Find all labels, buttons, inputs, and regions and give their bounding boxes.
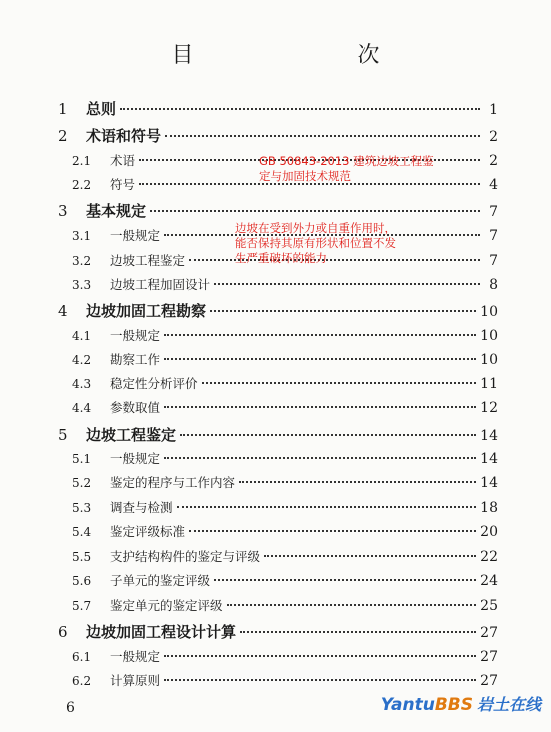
dot-leader xyxy=(210,310,476,312)
toc-entry xyxy=(56,522,498,540)
toc-entry-label: 基本规定 xyxy=(86,202,147,220)
toc-entry-page: 4 xyxy=(489,177,498,193)
dot-leader xyxy=(240,631,476,633)
toc-entry-label: 一般规定 xyxy=(110,451,161,466)
toc-entry xyxy=(56,621,498,642)
toc-entry-label: 一般规定 xyxy=(110,649,161,664)
toc-entry xyxy=(56,647,498,665)
annotation-note: GB 50843-2013 建筑边坡工程鉴定与加固技术规范 xyxy=(259,154,434,183)
dot-leader xyxy=(164,655,476,657)
toc-entry-number: 2 xyxy=(58,127,68,145)
toc-entry-page: 10 xyxy=(480,352,498,368)
toc-entry-label: 鉴定评级标准 xyxy=(110,524,186,539)
toc-entry-label: 边坡加固工程勘察 xyxy=(86,302,207,320)
toc-entry-label: 勘察工作 xyxy=(110,352,161,367)
toc-entry-label: 边坡工程鉴定 xyxy=(110,253,186,268)
toc-entry xyxy=(56,98,498,119)
toc-entry-label: 支护结构构件的鉴定与评级 xyxy=(110,549,261,564)
toc-entry-number: 4 xyxy=(58,302,68,320)
toc-entry-label: 边坡加固工程设计计算 xyxy=(86,623,237,641)
toc-entry xyxy=(56,374,498,392)
toc-entry xyxy=(56,547,498,565)
toc-entry-label: 边坡工程鉴定 xyxy=(86,426,177,444)
toc-entry-page: 7 xyxy=(489,253,498,269)
toc-entry xyxy=(56,350,498,368)
toc-entry-label: 边坡工程加固设计 xyxy=(110,277,211,292)
toc-entry-page: 7 xyxy=(489,204,498,220)
toc-entry-label: 鉴定的程序与工作内容 xyxy=(110,475,236,490)
toc-entry-label: 稳定性分析评价 xyxy=(110,376,198,391)
toc-entry-page: 2 xyxy=(489,129,498,145)
toc-entry-number: 5 xyxy=(58,426,68,444)
toc-entry-number: 3 xyxy=(58,202,68,220)
toc-entry-page: 18 xyxy=(480,500,498,516)
dot-leader xyxy=(227,604,477,606)
toc-entry-number: 2.2 xyxy=(72,178,92,192)
toc-entry-number: 3.1 xyxy=(72,229,92,243)
toc-entry-label: 一般规定 xyxy=(110,228,161,243)
toc-entry-page: 25 xyxy=(480,598,498,614)
toc-entry xyxy=(56,398,498,416)
dot-leader xyxy=(202,382,477,384)
toc-entry-number: 4.4 xyxy=(72,401,92,415)
toc-entry-page: 10 xyxy=(480,304,498,320)
toc-entry xyxy=(56,326,498,344)
toc-entry xyxy=(56,671,498,689)
toc-entry-number: 4.1 xyxy=(72,329,92,343)
toc-entry xyxy=(56,275,498,293)
toc-entry xyxy=(56,473,498,491)
toc-entry-page: 14 xyxy=(480,451,498,467)
toc-entry-number: 5.4 xyxy=(72,525,92,539)
watermark-logo xyxy=(381,692,541,715)
toc-entry-label: 总则 xyxy=(86,100,117,118)
toc-entry-page: 8 xyxy=(489,277,498,293)
toc-entry xyxy=(56,125,498,146)
toc-entry-page: 10 xyxy=(480,328,498,344)
dot-leader xyxy=(164,679,476,681)
dot-leader xyxy=(165,135,480,137)
toc-entry-page: 22 xyxy=(480,549,498,565)
dot-leader xyxy=(264,555,476,557)
toc-entry xyxy=(56,300,498,321)
toc-entry-number: 4.3 xyxy=(72,377,92,391)
toc-entry xyxy=(56,571,498,589)
toc-entry xyxy=(56,200,498,221)
dot-leader xyxy=(177,506,477,508)
toc-entry-page: 1 xyxy=(489,102,498,118)
toc-entry-label: 子单元的鉴定评级 xyxy=(110,573,211,588)
toc-entry-page: 27 xyxy=(480,673,498,689)
toc-entry-number: 3.3 xyxy=(72,278,92,292)
toc-entry-label: 一般规定 xyxy=(110,328,161,343)
toc-entry-number: 5.5 xyxy=(72,550,92,564)
toc-entry-number: 5.2 xyxy=(72,476,92,490)
dot-leader xyxy=(164,457,476,459)
toc-entry-number: 4.2 xyxy=(72,353,92,367)
toc-entry-number: 6.2 xyxy=(72,674,92,688)
dot-leader xyxy=(120,108,480,110)
toc-entry xyxy=(56,596,498,614)
toc-entry-number: 6 xyxy=(58,623,68,641)
dot-leader xyxy=(214,283,480,285)
page-title: 目 次 xyxy=(171,43,420,68)
toc-entry-label: 计算原则 xyxy=(110,673,161,688)
toc-entry-page: 2 xyxy=(489,153,498,169)
toc-entry-page: 27 xyxy=(480,649,498,665)
toc-entry-page: 20 xyxy=(480,524,498,540)
dot-leader xyxy=(164,334,476,336)
page-number: 6 xyxy=(66,700,75,716)
dot-leader xyxy=(150,210,480,212)
toc-entry-page: 24 xyxy=(480,573,498,589)
dot-leader xyxy=(180,434,476,436)
toc-entry-page: 14 xyxy=(480,475,498,491)
toc-entry-label: 鉴定单元的鉴定评级 xyxy=(110,598,223,613)
toc-entry-number: 3.2 xyxy=(72,254,92,268)
toc-entry-number: 6.1 xyxy=(72,650,92,664)
dot-leader xyxy=(164,358,476,360)
toc-entry xyxy=(56,424,498,445)
toc-entry-page: 11 xyxy=(480,376,498,392)
toc-entry-page: 7 xyxy=(489,228,498,244)
annotation-note: 边坡在受到外力或自重作用时，能否保持其原有形状和位置不发生严重破坏的能力 xyxy=(235,221,396,265)
toc-entry-number: 2.1 xyxy=(72,154,92,168)
toc-entry-label: 术语和符号 xyxy=(86,127,162,145)
dot-leader xyxy=(214,579,476,581)
toc-entry-page: 27 xyxy=(480,625,498,641)
dot-leader xyxy=(239,481,476,483)
toc-entry-number: 5.7 xyxy=(72,599,92,613)
watermark-en: YantuBBS xyxy=(380,695,473,715)
dot-leader xyxy=(164,406,476,408)
toc-entry-label: 参数取值 xyxy=(110,400,161,415)
toc-entry-number: 5.6 xyxy=(72,574,92,588)
toc-entry-label: 术语 xyxy=(110,153,136,168)
toc-entry xyxy=(56,449,498,467)
dot-leader xyxy=(189,530,476,532)
watermark-cn: 岩土在线 xyxy=(476,695,541,714)
toc-entry-number: 1 xyxy=(58,100,68,118)
toc-entry-label: 符号 xyxy=(110,177,136,192)
toc-entry xyxy=(56,498,498,516)
toc-entry-number: 5.3 xyxy=(72,501,92,515)
toc-entry-label: 调查与检测 xyxy=(110,500,173,515)
toc-entry-page: 14 xyxy=(480,428,498,444)
toc-entry-number: 5.1 xyxy=(72,452,92,466)
toc-entry-page: 12 xyxy=(480,400,498,416)
